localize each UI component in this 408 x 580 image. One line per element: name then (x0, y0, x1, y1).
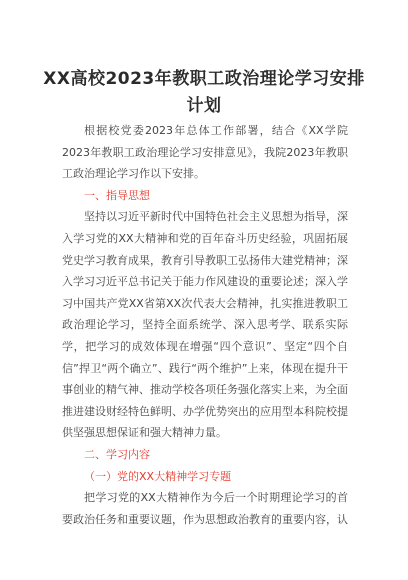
document-title: XX高校2023年教职工政治理论学习安排计划 (43, 69, 365, 116)
intro-paragraph: 根据校党委2023年总体工作部署，结合《XX学院2023年教职工政治理论学习安排意见》，我院2023年教职工政治理论学习作以下安排。 (62, 124, 348, 181)
document-body (62, 120, 348, 530)
section-heading-study-content: 二、学习内容 (84, 447, 150, 461)
subsection-heading-xx-congress: （一）党的XX大精神学习专题 (84, 469, 232, 483)
section-heading-guiding-ideology: 一、指导思想 (84, 188, 150, 202)
study-content-paragraph: 把学习党的XX大精神作为今后一个时期理论学习的首要政治任务和重要议题，作为思想政治教育的重要内容，认 (62, 491, 348, 526)
guiding-ideology-paragraph: 坚持以习近平新时代中国特色社会主义思想为指导，深入学习党的XX大精神和党的百年奋斗历史经验，巩固拓展党史学习教育成果，教育引导教职工弘扬伟大建党精神；深入学习习近平总书记关于能力作风建设的重要论述；深入学习中国共产党XX省第XX次代表大会精神，扎实推进教职工政治理论学习，坚持全面系统学、深入思考学、联系实际学，把学习的成效体现在增强“四个意识”、坚定“四个自信”捍卫“两个确立”、践行“两个维护”上来，体现在提升干事创业的精气神、推动学校各项任务强化落实上来，为全面推进建设财经特色鲜明、办学优势突出的应用型本科院校提供坚强思想保证和强大精神力量。 (62, 210, 348, 440)
